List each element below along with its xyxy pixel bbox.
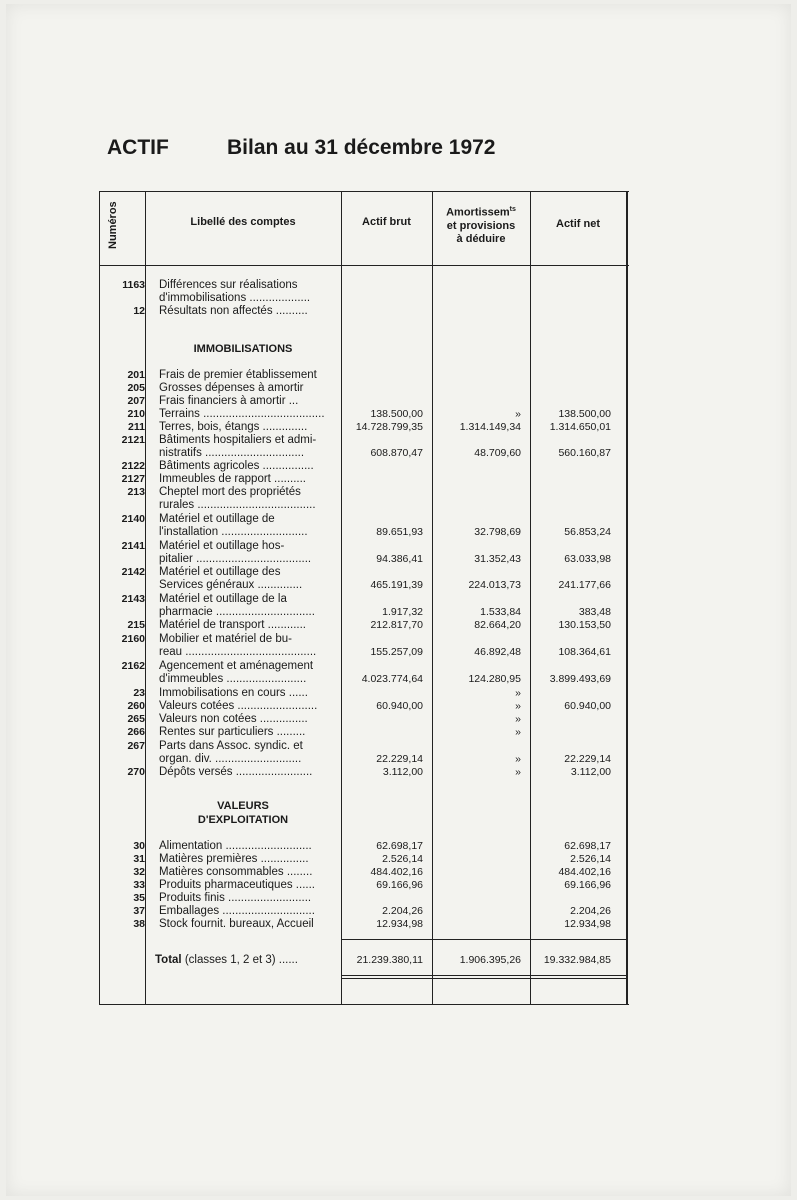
- account-number: 210: [127, 408, 145, 420]
- actif-brut: 60.940,00: [376, 700, 423, 712]
- table-border-left: [99, 191, 100, 1005]
- column-header-brut: Actif brut: [362, 216, 411, 228]
- actif-net: 138.500,00: [558, 408, 611, 420]
- column-header-numeros: Numéros: [107, 201, 119, 249]
- total-amort: 1.906.395,26: [459, 954, 521, 966]
- actif-brut: 62.698,17: [376, 840, 423, 852]
- account-number: 260: [127, 700, 145, 712]
- actif-net: 22.229,14: [564, 753, 611, 765]
- column-header-libelle: Libellé des comptes: [190, 216, 296, 228]
- actif-brut: 3.112,00: [382, 766, 423, 778]
- total-net: 19.332.984,85: [543, 954, 611, 966]
- actif-brut: 2.204,26: [382, 905, 423, 917]
- account-number: 37: [133, 905, 145, 917]
- amortissements: »: [515, 713, 521, 725]
- account-number: 32: [133, 866, 145, 878]
- actif-net: 108.364,61: [558, 646, 611, 658]
- account-label: d'immeubles .........................: [159, 673, 307, 685]
- account-number: 265: [127, 713, 145, 725]
- amortissements: »: [515, 726, 521, 738]
- actif-brut: 465.191,39: [370, 579, 423, 591]
- section-immobilisations: IMMOBILISATIONS: [193, 343, 293, 355]
- account-number: 2162: [121, 660, 145, 672]
- account-label: nistratifs ...............................: [159, 447, 305, 459]
- actif-net: 2.204,26: [570, 905, 611, 917]
- account-label: pitalier ....................................: [159, 553, 312, 565]
- amortissements: 48.709,60: [474, 447, 521, 459]
- actif-net: 12.934,98: [564, 918, 611, 930]
- actif-brut: 2.526,14: [382, 853, 423, 865]
- account-label: Parts dans Assoc. syndic. et: [159, 740, 303, 752]
- account-label: Matières consommables ........: [159, 866, 313, 878]
- total-label: [155, 954, 341, 967]
- account-label: Cheptel mort des propriétés: [159, 486, 301, 498]
- account-label: Services généraux ..............: [159, 579, 303, 591]
- amortissements: 82.664,20: [474, 619, 521, 631]
- account-label: Emballages .............................: [159, 905, 315, 917]
- total-label-bold: Total: [155, 954, 182, 966]
- account-label: pharmacie ...............................: [159, 606, 315, 618]
- header-divider: [99, 265, 629, 266]
- actif-brut: 484.402,16: [370, 866, 423, 878]
- amortissements: 1.533,84: [480, 606, 521, 618]
- actif-net: 62.698,17: [564, 840, 611, 852]
- account-label: Stock fournit. bureaux, Accueil: [159, 918, 314, 930]
- actif-net: 241.177,66: [558, 579, 611, 591]
- amort-header-line3: à déduire: [456, 232, 506, 245]
- account-label: Matériel et outillage hos-: [159, 540, 285, 552]
- amortissements: 31.352,43: [474, 553, 521, 565]
- account-number: 1163: [122, 279, 145, 291]
- amortissements: 32.798,69: [474, 526, 521, 538]
- account-number: 33: [133, 879, 145, 891]
- account-label: Rentes sur particuliers .........: [159, 726, 306, 738]
- actif-brut: 89.651,93: [376, 526, 423, 538]
- account-label: Produits finis ..........................: [159, 892, 312, 904]
- account-label: Différences sur réalisations: [159, 279, 298, 291]
- account-label: Produits pharmaceutiques ......: [159, 879, 315, 891]
- account-number: 2160: [121, 633, 145, 645]
- actif-net: 3.899.493,69: [549, 673, 611, 685]
- account-number: 12: [133, 305, 145, 317]
- amortissements: 124.280,95: [468, 673, 521, 685]
- actif-brut: 4.023.774,64: [361, 673, 423, 685]
- account-label: Bâtiments agricoles ................: [159, 460, 314, 472]
- total-rule-bottom-2: [341, 978, 626, 979]
- account-number: 2122: [121, 460, 145, 472]
- account-label: Frais de premier établissement: [159, 369, 317, 381]
- actif-net: 130.153,50: [558, 619, 611, 631]
- account-label: Matériel et outillage de la: [159, 593, 287, 605]
- section-heading: ACTIF: [107, 136, 169, 159]
- actif-brut: 212.817,70: [370, 619, 423, 631]
- account-label: Grosses dépenses à amortir: [159, 382, 304, 394]
- actif-net: 1.314.650,01: [549, 421, 611, 433]
- amortissements: »: [515, 700, 521, 712]
- amort-header-sup: ts: [509, 206, 516, 213]
- account-number: 201: [127, 369, 145, 381]
- section-valeurs-line1: VALEURS: [217, 800, 269, 812]
- account-number: 215: [127, 619, 145, 631]
- actif-net: 69.166,96: [564, 879, 611, 891]
- page-header: [107, 136, 527, 170]
- amortissements: »: [515, 766, 521, 778]
- account-label: d'immobilisations ...................: [159, 292, 311, 304]
- account-label: Valeurs cotées .........................: [159, 700, 318, 712]
- amortissements: 1.314.149,34: [459, 421, 521, 433]
- actif-net: 383,48: [578, 606, 611, 618]
- table-border-bottom: [99, 1004, 629, 1005]
- account-number: 205: [127, 382, 145, 394]
- actif-brut: 14.728.799,35: [355, 421, 423, 433]
- actif-brut: 608.870,47: [370, 447, 423, 459]
- account-number: 2121: [121, 434, 145, 446]
- column-header-net: Actif net: [556, 218, 600, 230]
- account-label: Agencement et aménagement: [159, 660, 314, 672]
- account-label: Matériel et outillage des: [159, 566, 281, 578]
- account-number: 38: [133, 918, 145, 930]
- account-label: Matériel et outillage de: [159, 513, 275, 525]
- account-number: 213: [127, 486, 145, 498]
- amort-header-line1: Amortissem: [446, 206, 510, 219]
- actif-brut: 22.229,14: [376, 753, 423, 765]
- table-border-right: [626, 191, 628, 1005]
- account-number: 2127: [121, 473, 145, 485]
- account-number: 270: [127, 766, 145, 778]
- total-rule-bottom-1: [341, 975, 626, 976]
- account-number: 2143: [121, 593, 145, 605]
- account-label: Valeurs non cotées ...............: [159, 713, 308, 725]
- amortissements: »: [515, 408, 521, 420]
- actif-net: 484.402,16: [558, 866, 611, 878]
- total-label-rest: (classes 1, 2 et 3) ......: [181, 954, 298, 966]
- account-label: Immeubles de rapport ..........: [159, 473, 307, 485]
- balance-sheet-table: [99, 191, 629, 1005]
- actif-net: 60.940,00: [564, 700, 611, 712]
- actif-net: 3.112,00: [570, 766, 611, 778]
- account-number: 211: [128, 421, 145, 433]
- column-header-amortissements: [432, 203, 530, 246]
- account-label: reau .........................................: [159, 646, 317, 658]
- actif-brut: 1.917,32: [382, 606, 423, 618]
- actif-net: 2.526,14: [570, 853, 611, 865]
- account-label: Matériel de transport ............: [159, 619, 307, 631]
- account-number: 31: [133, 853, 145, 865]
- actif-brut: 155.257,09: [370, 646, 423, 658]
- section-valeurs-line2: D'EXPLOITATION: [197, 814, 289, 826]
- account-label: Résultats non affectés ..........: [159, 305, 308, 317]
- account-number: 267: [127, 740, 145, 752]
- account-number: 266: [127, 726, 145, 738]
- account-number: 35: [133, 892, 145, 904]
- account-label: Terres, bois, étangs ..............: [159, 421, 308, 433]
- account-number: 30: [133, 840, 145, 852]
- amortissements: »: [515, 687, 521, 699]
- account-number: 2141: [121, 540, 145, 552]
- account-label: organ. div. ...........................: [159, 753, 302, 765]
- account-label: Terrains ......................................: [159, 408, 325, 420]
- account-number: 23: [133, 687, 145, 699]
- section-valeurs-exploitation: [145, 799, 341, 827]
- amortissements: »: [515, 753, 521, 765]
- account-label: Alimentation ...........................: [159, 840, 312, 852]
- account-label: Frais financiers à amortir ...: [159, 395, 299, 407]
- table-border-top: [99, 191, 629, 192]
- actif-brut: 69.166,96: [376, 879, 423, 891]
- account-label: rurales .....................................: [159, 499, 316, 511]
- column-divider: [145, 191, 146, 1005]
- account-number: 207: [127, 395, 145, 407]
- account-label: Bâtiments hospitaliers et admi-: [159, 434, 317, 446]
- actif-brut: 94.386,41: [376, 553, 423, 565]
- amortissements: 224.013,73: [468, 579, 521, 591]
- page-title: Bilan au 31 décembre 1972: [227, 136, 496, 159]
- amortissements: 46.892,48: [474, 646, 521, 658]
- total-rule-top: [341, 939, 626, 940]
- column-divider: [432, 191, 433, 1005]
- account-label: Mobilier et matériel de bu-: [159, 633, 292, 645]
- amort-header-line2: et provisions: [446, 219, 516, 232]
- account-number: 2140: [121, 513, 145, 525]
- account-label: l'installation ...........................: [159, 526, 308, 538]
- actif-net: 63.033,98: [564, 553, 611, 565]
- account-label: Matières premières ...............: [159, 853, 309, 865]
- actif-net: 56.853,24: [564, 526, 611, 538]
- actif-net: 560.160,87: [558, 447, 611, 459]
- account-label: Immobilisations en cours ......: [159, 687, 308, 699]
- actif-brut: 138.500,00: [370, 408, 423, 420]
- actif-brut: 12.934,98: [376, 918, 423, 930]
- total-brut: 21.239.380,11: [356, 954, 423, 966]
- account-number: 2142: [121, 566, 145, 578]
- account-label: Dépôts versés ........................: [159, 766, 313, 778]
